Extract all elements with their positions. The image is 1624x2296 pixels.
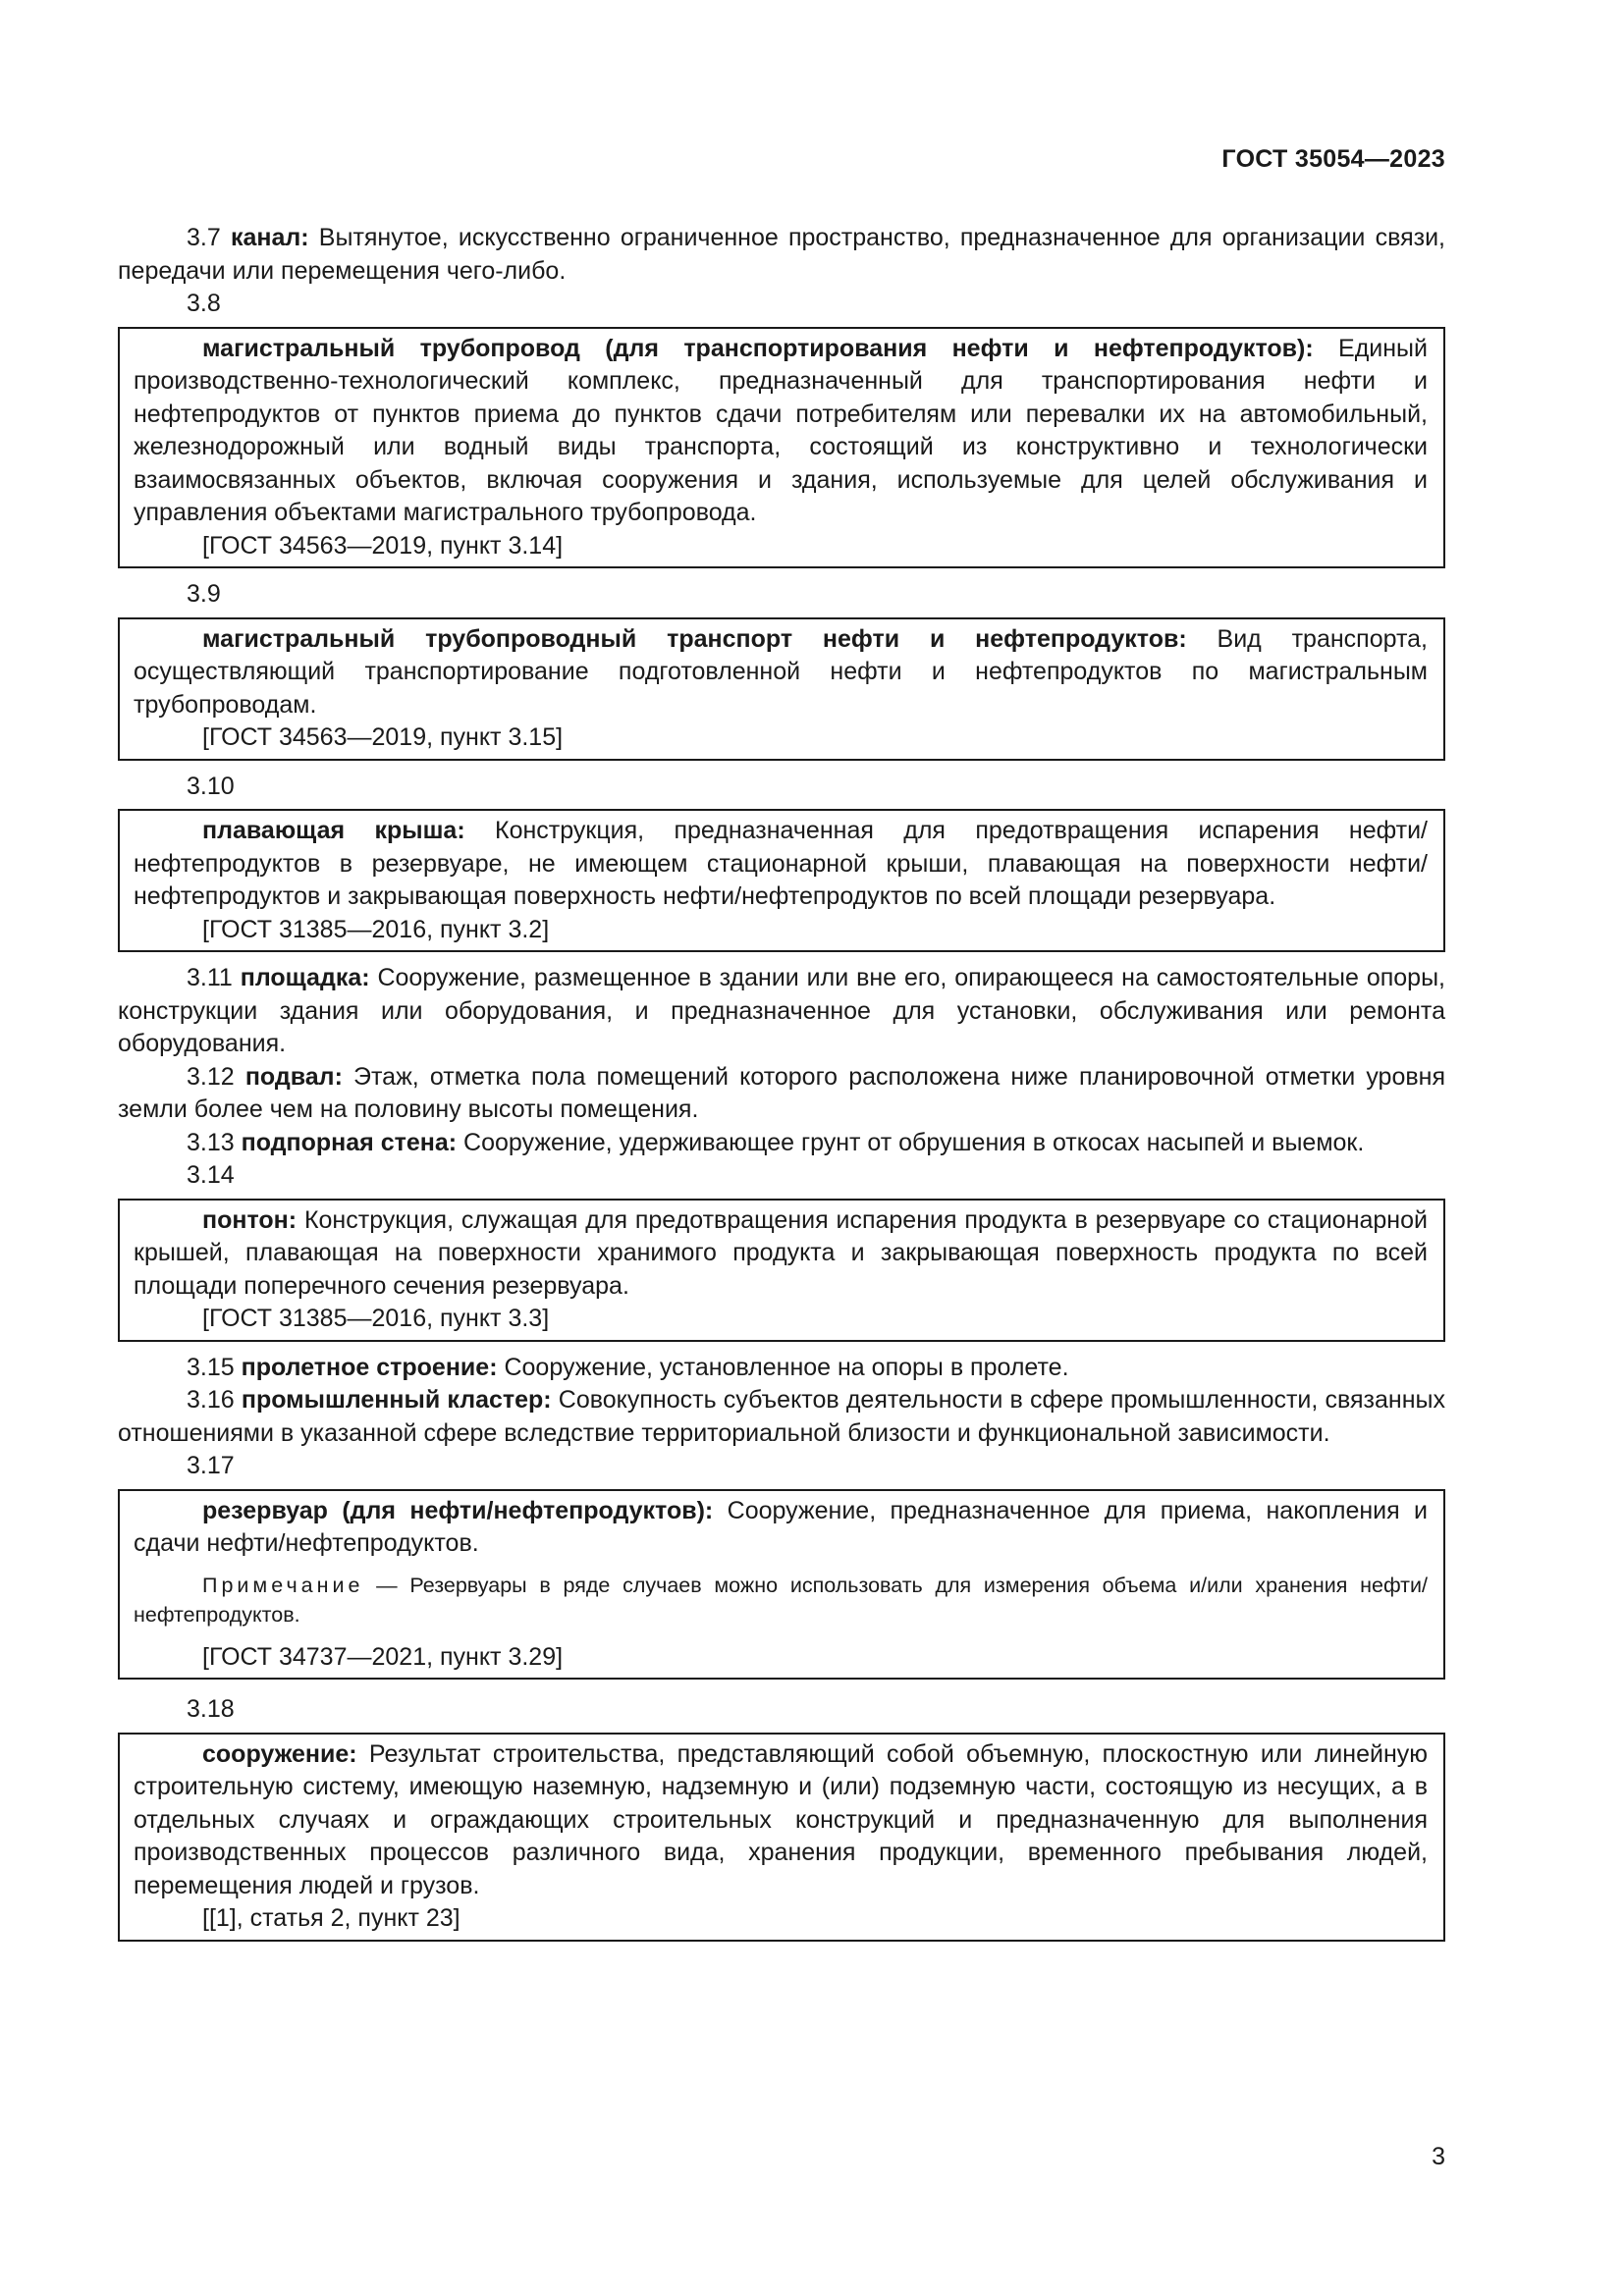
term-3-13 bbox=[118, 1127, 1445, 1160]
note bbox=[134, 1571, 1428, 1629]
term-name: магистральный трубопроводный транспорт нефти и нефтепродуктов: bbox=[202, 624, 1187, 653]
document-code-header: ГОСТ 35054—2023 bbox=[1221, 145, 1445, 173]
quoted-term-box-3-14 bbox=[118, 1199, 1445, 1342]
term-number: 3.11 bbox=[187, 964, 233, 991]
term-definition: Сооружение, предназначенное для приема, накопления и сдачи нефти/нефтепродуктов. bbox=[134, 1496, 1428, 1557]
term-definition: Сооружение, удерживающее грунт от обрушения в откосах насыпей и выемок. bbox=[457, 1128, 1365, 1156]
term-number: 3.7 bbox=[187, 224, 221, 251]
term-name: плавающая крыша: bbox=[202, 817, 465, 844]
term-definition: Вид транспорта, осуществляющий транспортирование подготовленной нефти и нефтепродуктов по магистральным трубопроводам. bbox=[134, 624, 1428, 719]
term-name: резервуар (для нефти/нефтепродуктов): bbox=[202, 1496, 714, 1524]
quoted-term-box-3-17 bbox=[118, 1489, 1445, 1681]
term-definition: Вытянутое, искусственно ограниченное пространство, предназначенное для организации связи, передачи или перемещения чего-либо. bbox=[118, 224, 1446, 285]
source-reference: [ГОСТ 34563—2019, пункт 3.15] bbox=[202, 723, 564, 751]
term-number-3-9: 3.9 bbox=[187, 580, 221, 608]
term-definition: Совокупность субъектов деятельности в сфере промышленности, связанных отношениями в указанной сфере вследствие территориальной близости и функциональной зависимости. bbox=[118, 1386, 1445, 1447]
term-name: промышленный кластер: bbox=[241, 1386, 552, 1414]
term-number-3-18: 3.18 bbox=[187, 1695, 235, 1723]
quoted-term-box-3-18 bbox=[118, 1733, 1445, 1942]
term-definition: Сооружение, установленное на опоры в пролете. bbox=[497, 1353, 1069, 1381]
term-name: сооружение: bbox=[202, 1739, 357, 1768]
quoted-term-box-3-8 bbox=[118, 327, 1445, 569]
source-reference: [ГОСТ 31385—2016, пункт 3.2] bbox=[202, 915, 550, 943]
term-name: подвал: bbox=[244, 1062, 343, 1091]
source-reference: [ГОСТ 31385—2016, пункт 3.3] bbox=[202, 1305, 550, 1332]
term-number-3-8: 3.8 bbox=[187, 290, 221, 317]
note-text: — Резервуары в ряде случаев можно использовать для измерения объема и/или хранения нефти/нефтепродуктов. bbox=[134, 1573, 1428, 1627]
term-definition: Этаж, отметка пола помещений которого расположена ниже планировочной отметки уровня земли более чем на половину высоты помещения. bbox=[118, 1062, 1445, 1123]
document-body bbox=[118, 222, 1445, 1951]
page-number: 3 bbox=[1432, 2143, 1445, 2170]
term-name: понтон: bbox=[202, 1205, 298, 1234]
term-definition: Результат строительства, представляющий собой объемную, плоскостную или линейную строительную систему, имеющую наземную, надземную и (или) подземную части, состоящую из несущих, а в отдельных случаях и ограждающих строительных конструкций и предназначенную для выполнения производственных процессов различного вида, хранения продукции, временного пребывания людей, перемещения людей и грузов. bbox=[134, 1739, 1428, 1899]
term-definition: Единый производственно-технологический комплекс, предназначенный для транспортирования нефти и нефтепродуктов от пунктов приема до пунктов сдачи потребителям или перевалки их на автомобильный, железнодорожный или водный виды транспорта, состоящий из конструктивно и технологически взаимосвязанных объектов, включая сооружения и здания, используемые для целей обслуживания и управления объектами магистрального трубопровода. bbox=[134, 334, 1428, 526]
term-number: 3.12 bbox=[187, 1062, 235, 1091]
quoted-term-box-3-9 bbox=[118, 617, 1445, 761]
term-3-11 bbox=[118, 962, 1445, 1061]
term-definition: Конструкция, предназначенная для предотвращения испарения нефти/нефтепродуктов в резервуаре, не имеющем стационарной крыши, плавающая на поверхности нефти/нефтепродуктов и закрывающая поверхность нефти/нефтепродуктов по всей площади резервуара. bbox=[134, 817, 1429, 910]
source-reference: [[1], статья 2, пункт 23] bbox=[202, 1904, 460, 1932]
source-reference: [ГОСТ 34737—2021, пункт 3.29] bbox=[202, 1642, 564, 1671]
term-name: площадка: bbox=[240, 964, 370, 991]
term-name: подпорная стена: bbox=[241, 1128, 458, 1156]
term-name: пролетное строение: bbox=[241, 1353, 498, 1381]
term-3-12 bbox=[118, 1061, 1445, 1127]
term-definition: Конструкция, служащая для предотвращения испарения продукта в резервуаре со стационарной крышей, плавающая на поверхности хранимого продукта и закрывающая поверхность продукта по всей площади поперечного сечения резервуара. bbox=[134, 1205, 1428, 1300]
term-3-16 bbox=[118, 1384, 1445, 1450]
term-number-3-10: 3.10 bbox=[187, 772, 235, 800]
term-name: канал: bbox=[230, 224, 309, 251]
term-number: 3.15 bbox=[187, 1353, 235, 1381]
term-number-3-14: 3.14 bbox=[187, 1161, 235, 1189]
term-definition: Сооружение, размещенное в здании или вне его, опирающееся на самостоятельные опоры, конструкции здания или оборудования, и предназначенное для установки, обслуживания или ремонта оборудования. bbox=[118, 964, 1445, 1057]
term-number-3-17: 3.17 bbox=[187, 1452, 235, 1479]
source-reference: [ГОСТ 34563—2019, пункт 3.14] bbox=[202, 531, 564, 560]
term-3-15 bbox=[118, 1352, 1445, 1385]
term-3-7 bbox=[118, 222, 1445, 288]
term-number: 3.16 bbox=[187, 1386, 235, 1414]
term-name: магистральный трубопровод (для транспортирования нефти и нефтепродуктов): bbox=[202, 334, 1314, 362]
quoted-term-box-3-10 bbox=[118, 809, 1445, 952]
note-label: Примечание bbox=[202, 1573, 364, 1597]
term-number: 3.13 bbox=[187, 1128, 235, 1156]
